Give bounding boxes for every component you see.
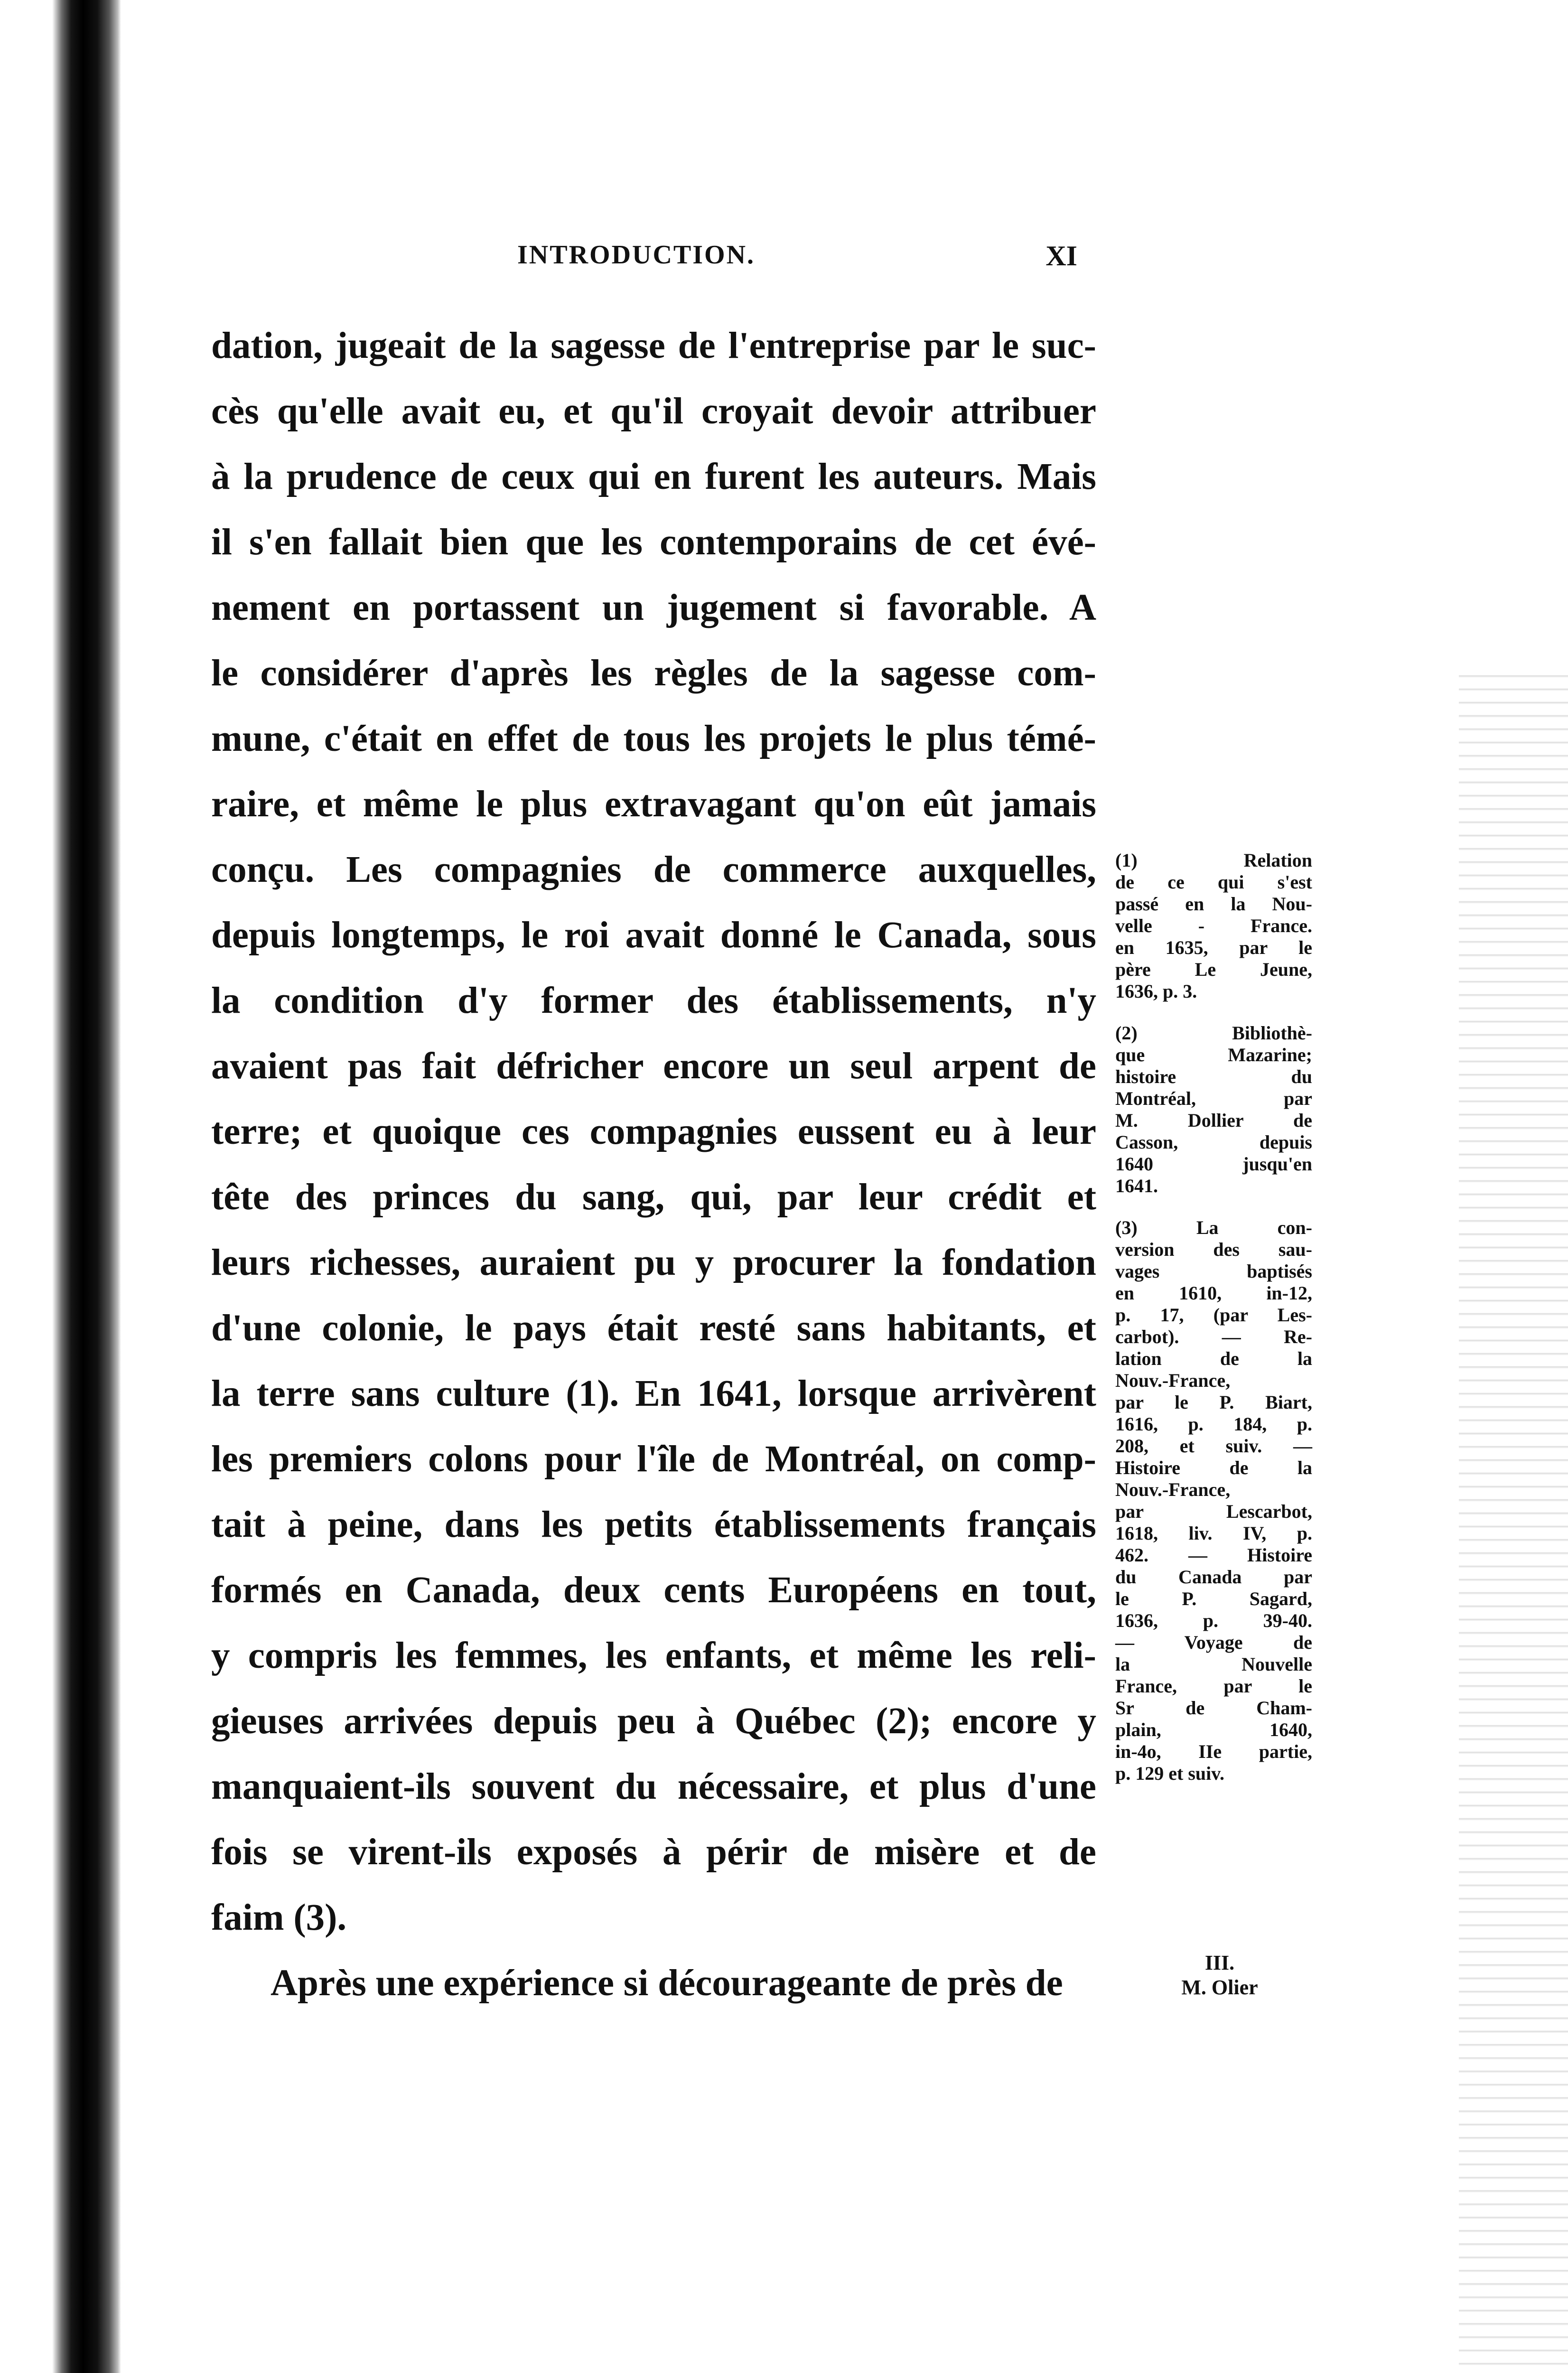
page-header xyxy=(517,240,1077,278)
note-line: plain, 1640, xyxy=(1115,1719,1312,1740)
note-line: la Nouvelle xyxy=(1115,1654,1312,1675)
text-line: dation, jugeait de la sagesse de l'entreprise par le suc- xyxy=(211,325,1096,366)
footnote-3 xyxy=(1115,1217,1312,1784)
text-line: conçu. Les compagnies de commerce auxquelles, xyxy=(211,849,1096,890)
text-line: raire, et même le plus extravagant qu'on eût jamais xyxy=(211,784,1096,825)
note-line: vages baptisés xyxy=(1115,1261,1312,1282)
note-line: 462. — Histoire xyxy=(1115,1544,1312,1566)
note-line: histoire du xyxy=(1115,1066,1312,1087)
main-text xyxy=(211,313,1096,2016)
note-line: Histoire de la xyxy=(1115,1457,1312,1478)
note-line: 1636, p. 3. xyxy=(1115,981,1197,1002)
note-line: de ce qui s'est xyxy=(1115,871,1312,893)
note-line: en 1635, par le xyxy=(1115,937,1312,958)
note-line: p. 17, (par Les- xyxy=(1115,1304,1312,1326)
note-line: 1616, p. 184, p. xyxy=(1115,1413,1312,1435)
note-line: (1) Relation xyxy=(1115,850,1312,871)
text-line: la terre sans culture (1). En 1641, lorsque arrivèrent xyxy=(211,1373,1096,1414)
note-line: 1640 jusqu'en xyxy=(1115,1153,1312,1175)
scanned-page-edge xyxy=(0,0,121,2373)
text-line: cès qu'elle avait eu, et qu'il croyait devoir attribuer xyxy=(211,391,1096,432)
text-line: leurs richesses, auraient pu y procurer la fondation xyxy=(211,1242,1096,1283)
footnote-1 xyxy=(1115,850,1312,1002)
note-line: le P. Sagard, xyxy=(1115,1588,1312,1609)
section-name: M. Olier xyxy=(1181,1976,1258,1999)
text-line: les premiers colons pour l'île de Montréal, on comp- xyxy=(211,1439,1096,1480)
section-side-heading xyxy=(1148,1951,1291,2000)
note-line: père Le Jeune, xyxy=(1115,959,1312,980)
text-line: mune, c'était en effet de tous les projets le plus témé- xyxy=(211,718,1096,759)
note-line: en 1610, in-12, xyxy=(1115,1282,1312,1304)
text-line: avaient pas fait défricher encore un seul arpent de xyxy=(211,1046,1096,1087)
text-line: y compris les femmes, les enfants, et même les reli- xyxy=(211,1635,1096,1676)
text-line: nement en portassent un jugement si favorable. A xyxy=(211,587,1096,628)
text-line: manquaient-ils souvent du nécessaire, et plus d'une xyxy=(211,1766,1096,1807)
note-line: velle - France. xyxy=(1115,915,1312,936)
note-line: Sr de Cham- xyxy=(1115,1697,1312,1719)
note-line: passé en la Nou- xyxy=(1115,893,1312,915)
text-line: à la prudence de ceux qui en furent les auteurs. Mais xyxy=(211,456,1096,497)
footnote-2 xyxy=(1115,1022,1312,1197)
text-line: fois se virent-ils exposés à périr de misère et de xyxy=(211,1831,1096,1873)
note-line: 1636, p. 39-40. xyxy=(1115,1610,1312,1631)
note-line: par Lescarbot, xyxy=(1115,1501,1312,1522)
text-line: gieuses arrivées depuis peu à Québec (2); encore y xyxy=(211,1700,1096,1742)
text-line: la condition d'y former des établissements, n'y xyxy=(211,980,1096,1021)
note-line: version des sau- xyxy=(1115,1239,1312,1260)
note-line: carbot). — Re- xyxy=(1115,1326,1312,1347)
note-line: (3) La con- xyxy=(1115,1217,1312,1238)
margin-notes xyxy=(1115,850,1312,1804)
note-line: M. Dollier de xyxy=(1115,1110,1312,1131)
text-line: formés en Canada, deux cents Européens en tout, xyxy=(211,1570,1096,1611)
scan-noise xyxy=(1459,664,1568,2373)
note-line: du Canada par xyxy=(1115,1566,1312,1588)
note-line: Nouv.-France, xyxy=(1115,1370,1231,1391)
text-line: d'une colonie, le pays était resté sans habitants, et xyxy=(211,1308,1096,1349)
note-line: France, par le xyxy=(1115,1675,1312,1697)
note-line: (2) Bibliothè- xyxy=(1115,1022,1312,1044)
running-title: INTRODUCTION. xyxy=(517,240,756,270)
note-line: 1618, liv. IV, p. xyxy=(1115,1523,1312,1544)
note-line: lation de la xyxy=(1115,1348,1312,1369)
note-line: que Mazarine; xyxy=(1115,1044,1312,1065)
note-line: Montréal, par xyxy=(1115,1088,1312,1109)
text-line: tait à peine, dans les petits établissements français xyxy=(211,1504,1096,1545)
text-line: terre; et quoique ces compagnies eussent eu à leur xyxy=(211,1111,1096,1152)
note-line: Nouv.-France, xyxy=(1115,1479,1231,1500)
note-line: in-4o, IIe partie, xyxy=(1115,1741,1312,1762)
section-number: III. xyxy=(1204,1951,1235,1974)
note-line: Casson, depuis xyxy=(1115,1131,1312,1153)
text-line: le considérer d'après les règles de la sagesse com- xyxy=(211,653,1096,694)
note-line: — Voyage de xyxy=(1115,1632,1312,1653)
paragraph-start-line: Après une expérience si décourageante de près de xyxy=(271,1962,1063,2004)
text-line: il s'en fallait bien que les contemporains de cet évé- xyxy=(211,522,1096,563)
note-line: 208, et suiv. — xyxy=(1115,1435,1312,1457)
note-line: p. 129 et suiv. xyxy=(1115,1763,1225,1784)
page-number: XI xyxy=(1045,240,1077,271)
text-line: depuis longtemps, le roi avait donné le Canada, sous xyxy=(211,915,1096,956)
note-line: 1641. xyxy=(1115,1175,1158,1196)
note-line: par le P. Biart, xyxy=(1115,1392,1312,1413)
text-line: tête des princes du sang, qui, par leur crédit et xyxy=(211,1177,1096,1218)
text-line: faim (3). xyxy=(211,1897,347,1938)
